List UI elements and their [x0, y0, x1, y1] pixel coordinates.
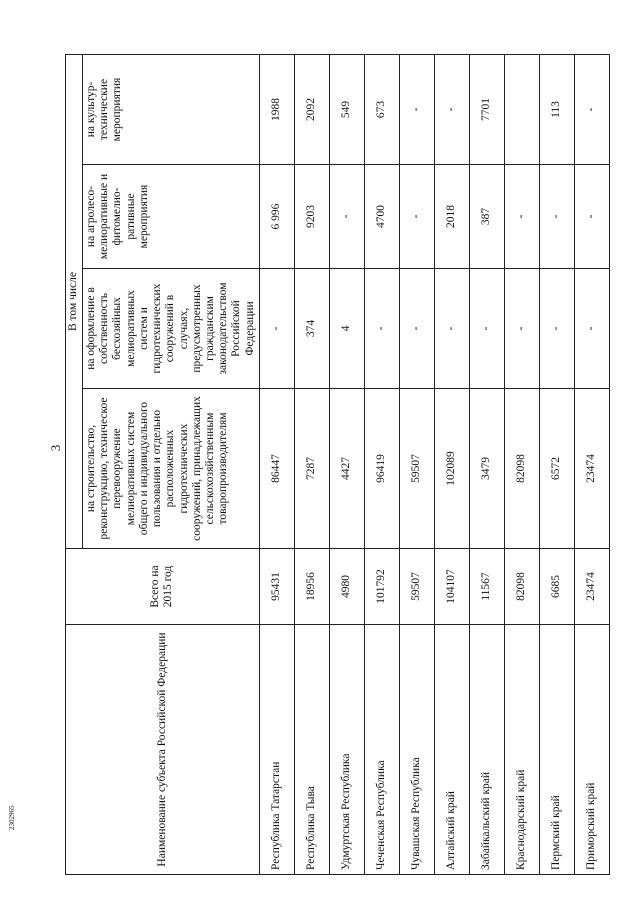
header-row-1 — [66, 55, 83, 875]
cell-agroforest: 2018 — [434, 165, 469, 269]
cell-total: 82098 — [504, 549, 539, 625]
cell-cultural-technical: 673 — [364, 55, 399, 165]
cell-agroforest: - — [539, 165, 574, 269]
rotated-table-sheet — [65, 55, 610, 875]
cell-total: 104107 — [434, 549, 469, 625]
document-code: 2302965 — [8, 805, 16, 830]
cell-ownership: - — [434, 269, 469, 389]
cell-cultural-technical: 549 — [329, 55, 364, 165]
cell-subject-name: Чеченская Республика — [364, 625, 399, 875]
table-row — [294, 55, 329, 875]
table-row — [259, 55, 294, 875]
table-row — [469, 55, 504, 875]
cell-construction: 102089 — [434, 389, 469, 549]
header-total: Всего на 2015 год — [66, 549, 260, 625]
cell-construction: 86447 — [259, 389, 294, 549]
cell-subject-name: Забайкальский край — [469, 625, 504, 875]
cell-agroforest: 9203 — [294, 165, 329, 269]
cell-total: 18956 — [294, 549, 329, 625]
cell-agroforest: - — [574, 165, 609, 269]
cell-construction: 59507 — [399, 389, 434, 549]
cell-construction: 96419 — [364, 389, 399, 549]
cell-ownership: - — [259, 269, 294, 389]
cell-subject-name: Удмуртская Республика — [329, 625, 364, 875]
cell-ownership: 4 — [329, 269, 364, 389]
header-agroforest: на агролесо-мелиоративные и фитомелио-ративные мероприятия — [83, 165, 260, 269]
cell-subject-name: Приморский край — [574, 625, 609, 875]
table-row — [574, 55, 609, 875]
allocation-table — [65, 54, 610, 875]
cell-agroforest: 6 996 — [259, 165, 294, 269]
cell-ownership: - — [469, 269, 504, 389]
cell-ownership: - — [399, 269, 434, 389]
cell-construction: 6572 — [539, 389, 574, 549]
cell-subject-name: Республика Татарстан — [259, 625, 294, 875]
cell-agroforest: - — [329, 165, 364, 269]
header-construction: на строительство, реконструкцию, техническое перевооружение мелиоративных систем общего и индивидуального пользования и отдельно расположенных гидротехнических сооружений, принадлежащих сельскохозяйственным товаропроизводителям — [83, 389, 260, 549]
cell-cultural-technical: - — [399, 55, 434, 165]
cell-subject-name: Пермский край — [539, 625, 574, 875]
cell-subject-name: Чувашская Республика — [399, 625, 434, 875]
cell-ownership: - — [364, 269, 399, 389]
header-ownership: на оформление в собственность бесхозяйных мелиоративных систем и гидротехнических сооружений в случаях, предусмотренных гражданским законодательством Российской Федерации — [83, 269, 260, 389]
cell-construction: 82098 — [504, 389, 539, 549]
cell-construction: 3479 — [469, 389, 504, 549]
table-row — [539, 55, 574, 875]
cell-cultural-technical: 1988 — [259, 55, 294, 165]
cell-total: 23474 — [574, 549, 609, 625]
table-row — [504, 55, 539, 875]
header-subject-name: Наименование субъекта Российской Федерации — [66, 625, 260, 875]
header-cultural-technical: на культур-технические мероприятия — [83, 55, 260, 165]
cell-cultural-technical — [504, 55, 539, 165]
cell-total: 95431 — [259, 549, 294, 625]
cell-agroforest: - — [504, 165, 539, 269]
page-number: 3 — [48, 444, 63, 452]
cell-cultural-technical: - — [434, 55, 469, 165]
cell-subject-name: Алтайский край — [434, 625, 469, 875]
cell-agroforest: 4700 — [364, 165, 399, 269]
table-row — [364, 55, 399, 875]
cell-total: 11567 — [469, 549, 504, 625]
cell-total: 4980 — [329, 549, 364, 625]
table-row — [329, 55, 364, 875]
cell-cultural-technical: 113 — [539, 55, 574, 165]
cell-ownership: - — [574, 269, 609, 389]
cell-agroforest: - — [399, 165, 434, 269]
cell-total: 6685 — [539, 549, 574, 625]
table-body — [259, 55, 609, 875]
cell-cultural-technical: 7701 — [469, 55, 504, 165]
cell-subject-name: Республика Тыва — [294, 625, 329, 875]
cell-ownership: - — [504, 269, 539, 389]
cell-construction: 23474 — [574, 389, 609, 549]
table-row — [399, 55, 434, 875]
cell-total: 59507 — [399, 549, 434, 625]
cell-ownership: 374 — [294, 269, 329, 389]
cell-construction: 4427 — [329, 389, 364, 549]
table-row — [434, 55, 469, 875]
cell-ownership: - — [539, 269, 574, 389]
header-group-including: В том числе — [66, 55, 83, 549]
cell-cultural-technical: 2092 — [294, 55, 329, 165]
cell-subject-name: Краснодарский край — [504, 625, 539, 875]
cell-total: 101792 — [364, 549, 399, 625]
cell-cultural-technical: - — [574, 55, 609, 165]
cell-agroforest: 387 — [469, 165, 504, 269]
cell-construction: 7287 — [294, 389, 329, 549]
